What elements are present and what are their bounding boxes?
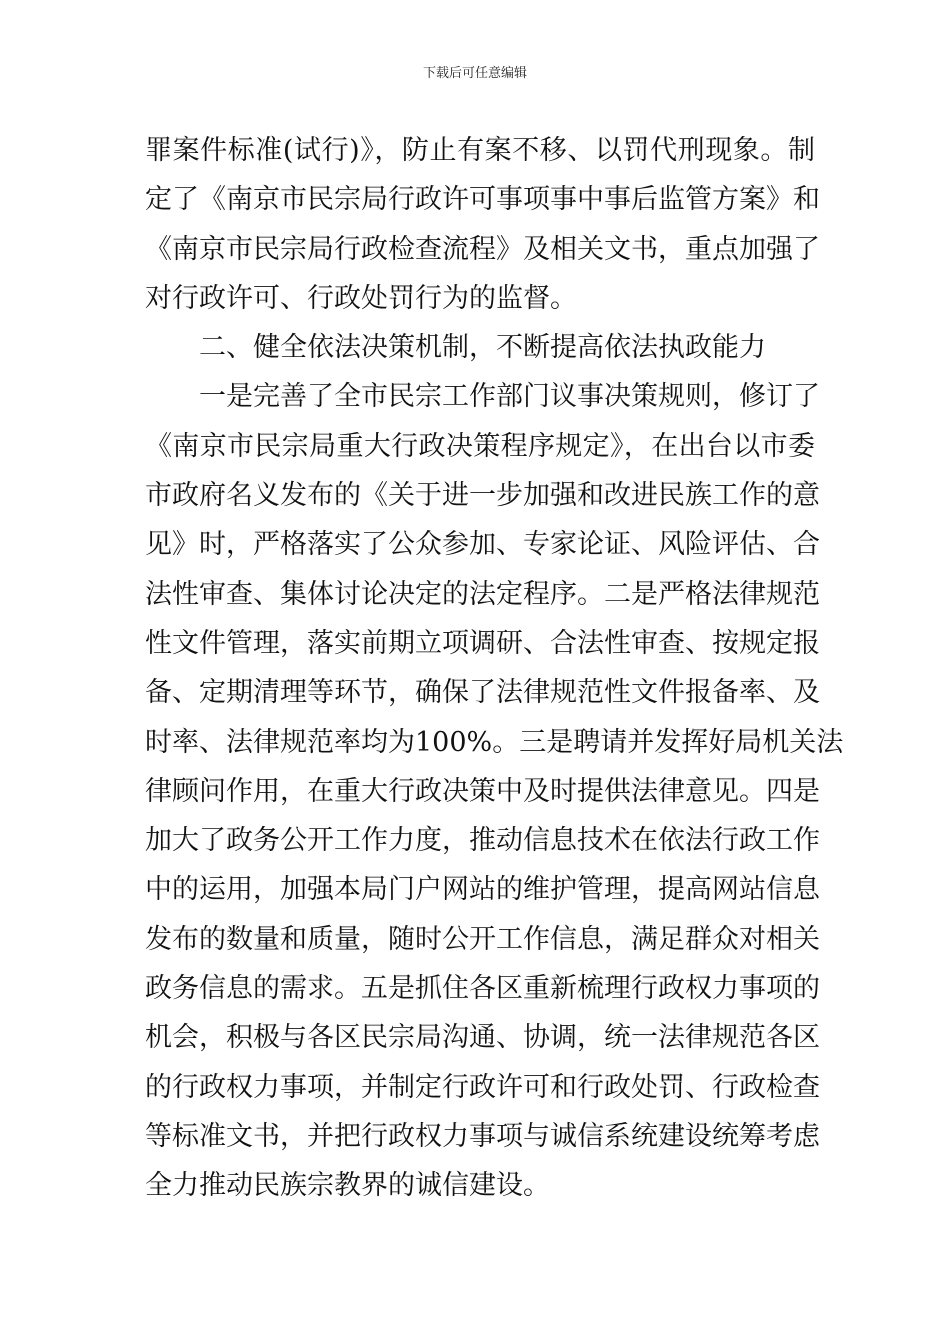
paragraph-line: 时率、法律规范率均为100%。三是聘请并发挥好局机关法 (145, 726, 844, 758)
paragraph-line: 机会，积极与各区民宗局沟通、协调，统一法律规范各区 (145, 1022, 820, 1054)
paragraph-line: 《南京市民宗局行政检查流程》及相关文书，重点加强了 (145, 233, 820, 265)
paragraph-line: 等标准文书，并把行政权力事项与诚信系统建设统筹考虑 (145, 1120, 820, 1152)
page-header-note: 下载后可任意编辑 (422, 66, 527, 81)
paragraph-line: 发布的数量和质量，随时公开工作信息，满足群众对相关 (145, 923, 820, 955)
paragraph-line: 罪案件标准(试行)》，防止有案不移、以罚代刑现象。制 (145, 135, 815, 166)
paragraph-line: 全力推动民族宗教界的诚信建设。 (145, 1170, 550, 1202)
paragraph-line: 见》时，严格落实了公众参加、专家论证、风险评估、合 (145, 529, 820, 561)
paragraph-line: 对行政许可、行政处罚行为的监督。 (145, 282, 577, 314)
document-body (145, 126, 844, 1211)
paragraph-line: 市政府名义发布的《关于进一步加强和改进民族工作的意 (145, 480, 820, 512)
paragraph-line: 法性审查、集体讨论决定的法定程序。二是严格法律规范 (145, 578, 820, 610)
paragraph-line: 加大了政务公开工作力度，推动信息技术在依法行政工作 (145, 825, 820, 857)
paragraph-line: 中的运用，加强本局门户网站的维护管理，提高网站信息 (145, 874, 820, 906)
section-heading: 二、健全依法决策机制，不断提高依法执政能力 (199, 332, 766, 364)
paragraph-line: 定了《南京市民宗局行政许可事项事中事后监管方案》和 (145, 184, 820, 216)
paragraph-line: 一是完善了全市民宗工作部门议事决策规则，修订了 (199, 381, 820, 413)
paragraph-line: 《南京市民宗局重大行政决策程序规定》，在出台以市委 (145, 430, 815, 462)
paragraph-line: 性文件管理，落实前期立项调研、合法性审查、按规定报 (145, 627, 820, 659)
paragraph-line: 律顾问作用，在重大行政决策中及时提供法律意见。四是 (145, 775, 820, 807)
paragraph-line: 的行政权力事项，并制定行政许可和行政处罚、行政检查 (145, 1071, 820, 1103)
paragraph-line: 备、定期清理等环节，确保了法律规范性文件报备率、及 (145, 677, 820, 709)
paragraph-line: 政务信息的需求。五是抓住各区重新梳理行政权力事项的 (145, 973, 820, 1005)
